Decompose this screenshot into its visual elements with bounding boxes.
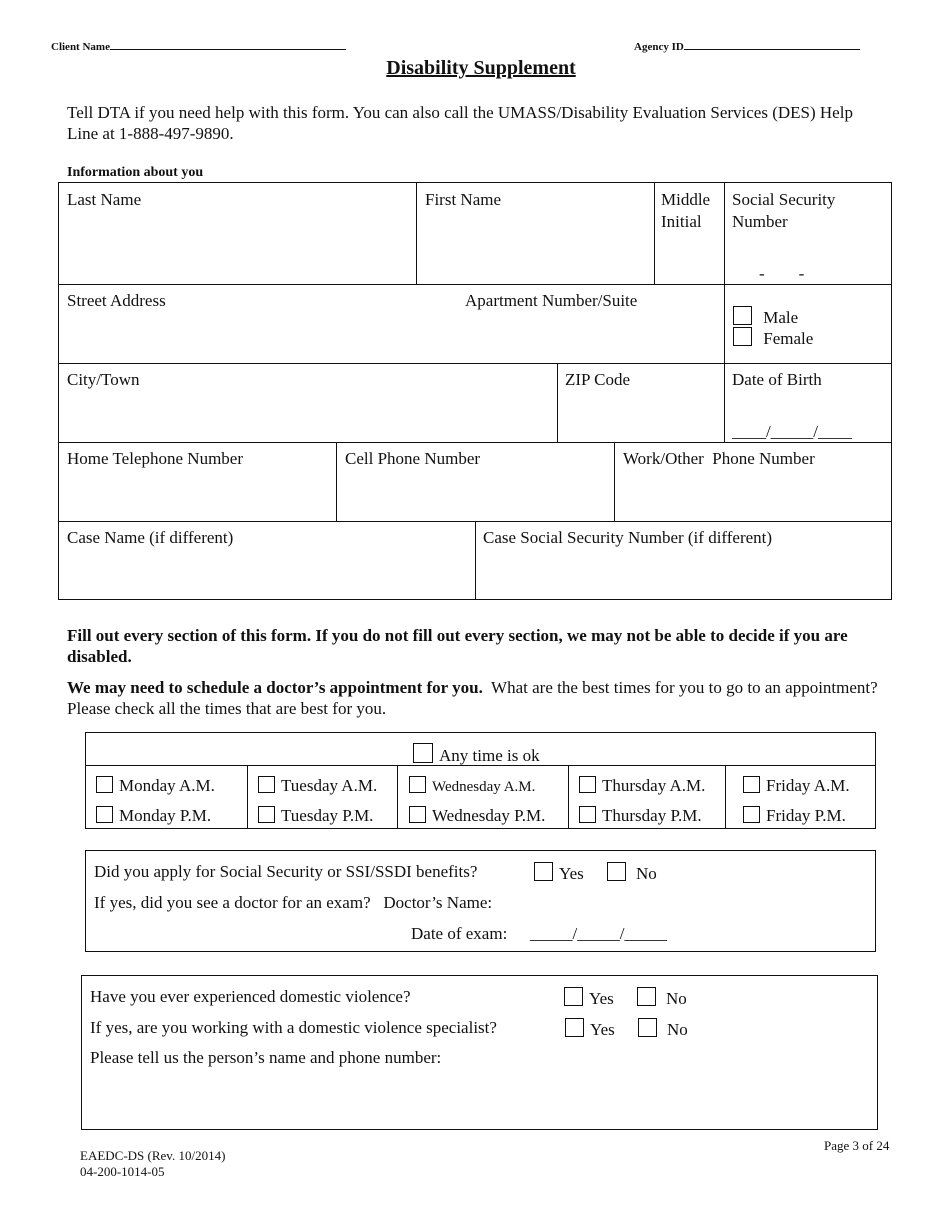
thursday-am-label: Thursday A.M. — [602, 776, 706, 795]
appointment-bold: We may need to schedule a doctor’s appointment for you. — [67, 678, 483, 697]
thursday-am-checkbox[interactable] — [579, 776, 596, 793]
client-name-field[interactable] — [51, 39, 346, 53]
ssi-yes-option[interactable] — [534, 862, 584, 884]
schedule-table — [85, 732, 876, 829]
wednesday-pm-label: Wednesday P.M. — [432, 806, 546, 825]
street-address-cell[interactable]: Street Address — [67, 291, 166, 310]
dv2-no-checkbox[interactable] — [638, 1018, 657, 1037]
thursday-pm-checkbox[interactable] — [579, 806, 596, 823]
dv1-yes-option[interactable] — [564, 987, 614, 1009]
dv-section — [81, 975, 878, 1130]
cell-phone-cell[interactable]: Cell Phone Number — [345, 449, 481, 468]
ssn-cell[interactable]: Social Security Number — [732, 190, 836, 231]
case-name-cell[interactable]: Case Name (if different) — [67, 528, 234, 547]
dv-question-1: Have you ever experienced domestic violence? — [90, 987, 411, 1006]
middle-initial-cell[interactable]: Middle Initial — [661, 190, 711, 231]
friday-pm-checkbox[interactable] — [743, 806, 760, 823]
tuesday-pm-option[interactable] — [258, 806, 373, 826]
friday-am-option[interactable] — [743, 776, 850, 796]
dv1-no-checkbox[interactable] — [637, 987, 656, 1006]
wednesday-pm-checkbox[interactable] — [409, 806, 426, 823]
intro-text: Tell DTA if you need help with this form. You can also call the UMASS/Disability Evaluation Services (DES) Help Line at 1-888-497-9890. — [67, 103, 853, 143]
dv1-yes-label: Yes — [589, 989, 614, 1008]
wednesday-am-option[interactable] — [409, 776, 535, 797]
bold-notice: Fill out every section of this form. If you do not fill out every section, we may not be able to decide if you are disabled. — [67, 626, 848, 666]
tuesday-pm-checkbox[interactable] — [258, 806, 275, 823]
dv-contact-prompt[interactable]: Please tell us the person’s name and phone number: — [90, 1048, 442, 1067]
appointment-text: What are the best times for you to go to an appointment? Please check all the times that are best for you. — [67, 678, 882, 718]
ssi-question: Did you apply for Social Security or SSI/SSDI benefits? — [94, 862, 478, 881]
dv2-no-option[interactable] — [638, 1018, 688, 1040]
ssi-yes-checkbox[interactable] — [534, 862, 553, 881]
tuesday-pm-label: Tuesday P.M. — [281, 806, 374, 825]
monday-am-label: Monday A.M. — [119, 776, 215, 795]
ssi-no-label: No — [636, 864, 657, 883]
agency-id-line[interactable] — [684, 39, 860, 50]
any-time-checkbox[interactable] — [413, 743, 433, 763]
dv-question-2: If yes, are you working with a domestic violence specialist? — [90, 1018, 497, 1037]
thursday-pm-label: Thursday P.M. — [602, 806, 702, 825]
ssi-no-option[interactable] — [607, 862, 657, 884]
case-ssn-cell[interactable]: Case Social Security Number (if different) — [483, 528, 773, 547]
agency-id-label: Agency ID — [634, 41, 684, 53]
ssi-section — [85, 850, 876, 952]
ssi-yes-label: Yes — [559, 864, 584, 883]
zip-code-cell[interactable]: ZIP Code — [565, 370, 631, 389]
exam-date-field[interactable]: _____/_____/_____ — [530, 924, 667, 943]
exam-date-label: Date of exam: — [411, 924, 508, 943]
monday-am-checkbox[interactable] — [96, 776, 113, 793]
home-phone-cell[interactable]: Home Telephone Number — [67, 449, 244, 468]
first-name-cell[interactable]: First Name — [425, 190, 502, 209]
dv2-yes-label: Yes — [590, 1020, 615, 1039]
ssi-no-checkbox[interactable] — [607, 862, 626, 881]
page-title: Disability Supplement — [386, 57, 576, 79]
monday-am-option[interactable] — [96, 776, 215, 796]
page-number: Page 3 of 24 — [824, 1138, 890, 1153]
info-section-heading: Information about you — [67, 165, 204, 180]
female-checkbox[interactable] — [733, 327, 752, 346]
male-option[interactable] — [733, 306, 798, 329]
male-label: Male — [763, 308, 799, 327]
client-name-label: Client Name — [51, 41, 110, 53]
any-time-option[interactable] — [413, 743, 540, 766]
dv2-no-label: No — [667, 1020, 688, 1039]
wednesday-pm-option[interactable] — [409, 806, 545, 826]
female-option[interactable] — [733, 327, 813, 350]
female-label: Female — [763, 329, 814, 348]
wednesday-am-label: Wednesday A.M. — [432, 779, 536, 795]
ssn-separators: - - — [759, 264, 805, 283]
friday-am-label: Friday A.M. — [766, 776, 850, 795]
friday-pm-option[interactable] — [743, 806, 846, 826]
dob-format: ____/_____/____ — [732, 422, 852, 441]
tuesday-am-label: Tuesday A.M. — [281, 776, 378, 795]
doctor-question[interactable]: If yes, did you see a doctor for an exam? Doctor’s Name: — [94, 893, 493, 912]
tuesday-am-option[interactable] — [258, 776, 377, 796]
monday-pm-label: Monday P.M. — [119, 806, 212, 825]
dv1-no-option[interactable] — [637, 987, 687, 1009]
agency-id-field[interactable] — [634, 39, 860, 53]
monday-pm-option[interactable] — [96, 806, 211, 826]
footer-form-id: EAEDC-DS (Rev. 10/2014) — [80, 1148, 226, 1163]
dv2-yes-checkbox[interactable] — [565, 1018, 584, 1037]
thursday-am-option[interactable] — [579, 776, 705, 796]
appointment-paragraph — [67, 677, 897, 719]
wednesday-am-checkbox[interactable] — [409, 776, 426, 793]
info-table — [58, 182, 892, 600]
dv1-yes-checkbox[interactable] — [564, 987, 583, 1006]
tuesday-am-checkbox[interactable] — [258, 776, 275, 793]
client-name-line[interactable] — [110, 39, 346, 50]
work-phone-cell[interactable]: Work/Other Phone Number — [623, 449, 815, 468]
friday-pm-label: Friday P.M. — [766, 806, 846, 825]
monday-pm-checkbox[interactable] — [96, 806, 113, 823]
date-of-birth-cell[interactable]: Date of Birth — [732, 370, 822, 389]
male-checkbox[interactable] — [733, 306, 752, 325]
dv1-no-label: No — [666, 989, 687, 1008]
footer-form-number: 04-200-1014-05 — [80, 1164, 165, 1179]
dv2-yes-option[interactable] — [565, 1018, 615, 1040]
city-town-cell[interactable]: City/Town — [67, 370, 140, 389]
thursday-pm-option[interactable] — [579, 806, 702, 826]
last-name-cell[interactable]: Last Name — [67, 190, 142, 209]
friday-am-checkbox[interactable] — [743, 776, 760, 793]
any-time-label: Any time is ok — [439, 746, 540, 765]
apartment-cell[interactable]: Apartment Number/Suite — [465, 291, 638, 310]
